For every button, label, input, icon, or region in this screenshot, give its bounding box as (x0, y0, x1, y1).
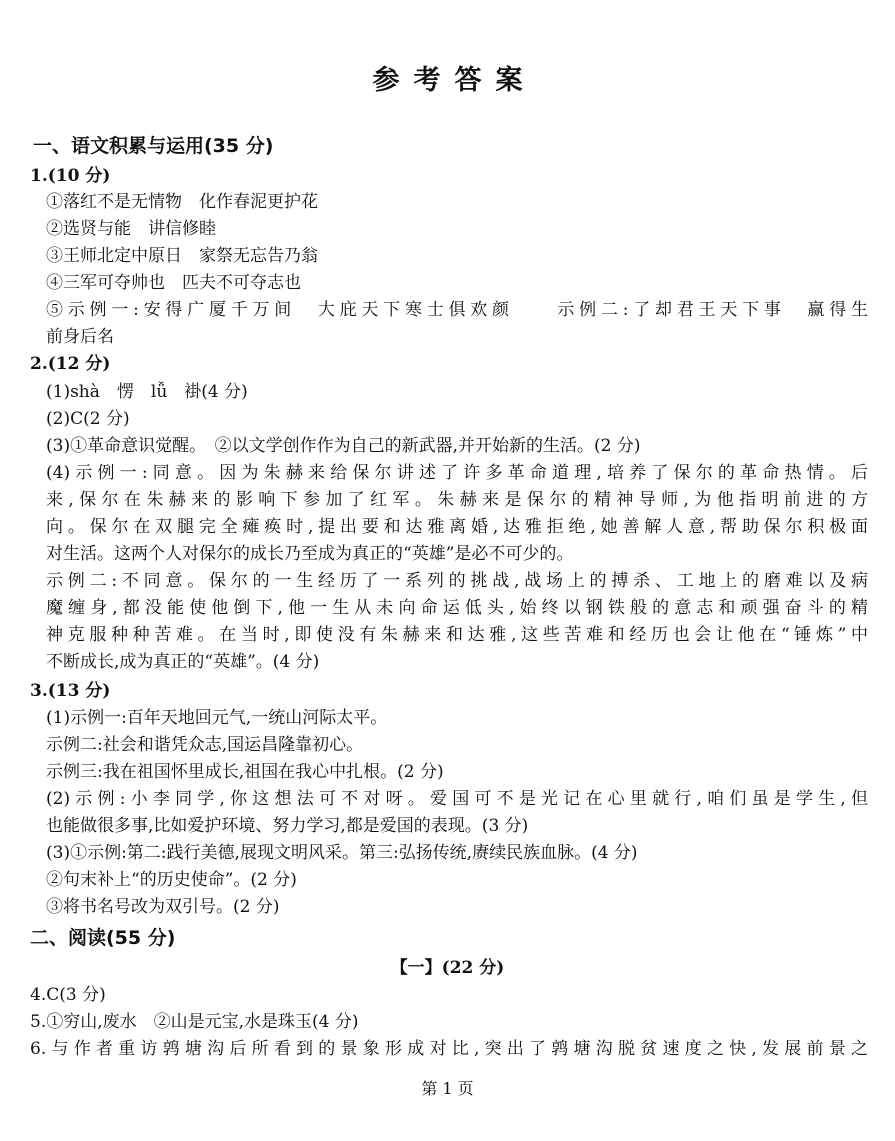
subsection-heading: 【一】(22 分) (390, 958, 505, 978)
q3-line: (2)示例:小李同学,你这想法可不对呀。爱国可不是光记在心里就行,咱们虽是学生,但 (46, 789, 868, 809)
q2-line: (1)shà 愣 lǚ 褂(4 分) (46, 382, 248, 402)
q1-answer-2: ②选贤与能 讲信修睦 (46, 219, 216, 239)
question-4-answer: 4.C(3 分) (30, 985, 106, 1005)
question-6-answer: 6.与作者重访鹑塘沟后所看到的景象形成对比,突出了鹑塘沟脱贫速度之快,发展前景之 (30, 1039, 868, 1059)
q1-answer-4: ④三军可夺帅也 匹夫不可夺志也 (46, 273, 301, 293)
q3-line: (3)①示例:第二:践行美德,展现文明风采。第三:弘扬传统,赓续民族血脉。(4 分) (46, 843, 638, 863)
q2-line: (4)示例一:同意。因为朱赫来给保尔讲述了许多革命道理,培养了保尔的革命热情。后 (46, 463, 868, 483)
q3-line: 示例三:我在祖国怀里成长,祖国在我心中扎根。(2 分) (46, 762, 444, 782)
q3-line: (1)示例一:百年天地回元气,一统山河际太平。 (46, 708, 388, 728)
q3-line: 示例二:社会和谐凭众志,国运昌隆靠初心。 (46, 735, 364, 755)
q1-answer-5-cont: 前身后名 (46, 327, 114, 347)
q2-line: (2)C(2 分) (46, 409, 130, 429)
q2-line: 来,保尔在朱赫来的影响下参加了红军。朱赫来是保尔的精神导师,为他指明前进的方 (46, 490, 868, 510)
q2-line: 示例二:不同意。保尔的一生经历了一系列的挑战,战场上的搏杀、工地上的磨难以及病 (46, 571, 868, 591)
question-1-header: 1.(10 分) (30, 166, 111, 186)
q2-line: 对生活。这两个人对保尔的成长乃至成为真正的“英雄”是必不可少的。 (46, 544, 574, 564)
q2-line: 向。保尔在双腿完全瘫痪时,提出要和达雅离婚,达雅拒绝,她善解人意,帮助保尔积极面 (46, 517, 868, 537)
q2-line: 魔缠身,都没能使他倒下,他一生从未向命运低头,始终以钢铁般的意志和顽强奋斗的精 (46, 598, 868, 618)
q2-line: (3)①革命意识觉醒。 ②以文学创作作为自己的新武器,并开始新的生活。(2 分) (46, 436, 641, 456)
q3-line: 也能做很多事,比如爱护环境、努力学习,都是爱国的表现。(3 分) (46, 816, 529, 836)
question-5-answer: 5.①穷山,废水 ②山是元宝,水是珠玉(4 分) (30, 1012, 359, 1032)
q3-line: ②句末补上“的历史使命”。(2 分) (46, 870, 297, 890)
question-2-header: 2.(12 分) (30, 354, 111, 374)
section-heading-1: 一、语文积累与运用(35 分) (33, 135, 274, 157)
section-heading-2: 二、阅读(55 分) (30, 927, 176, 949)
q1-answer-5: ⑤示例一:安得广厦千万间 大庇天下寒士俱欢颜 示例二:了却君王天下事 赢得生 (46, 300, 868, 320)
question-3-header: 3.(13 分) (30, 681, 111, 701)
q3-line: ③将书名号改为双引号。(2 分) (46, 897, 280, 917)
q1-answer-1: ①落红不是无情物 化作春泥更护花 (46, 192, 318, 212)
q2-line: 神克服种种苦难。在当时,即使没有朱赫来和达雅,这些苦难和经历也会让他在“锤炼”中 (46, 625, 868, 645)
page-title: 参考答案 (372, 65, 537, 96)
page-number: 第 1 页 (421, 1079, 474, 1098)
q1-answer-3: ③王师北定中原日 家祭无忘告乃翁 (46, 246, 318, 266)
q2-line: 不断成长,成为真正的“英雄”。(4 分) (46, 652, 320, 672)
